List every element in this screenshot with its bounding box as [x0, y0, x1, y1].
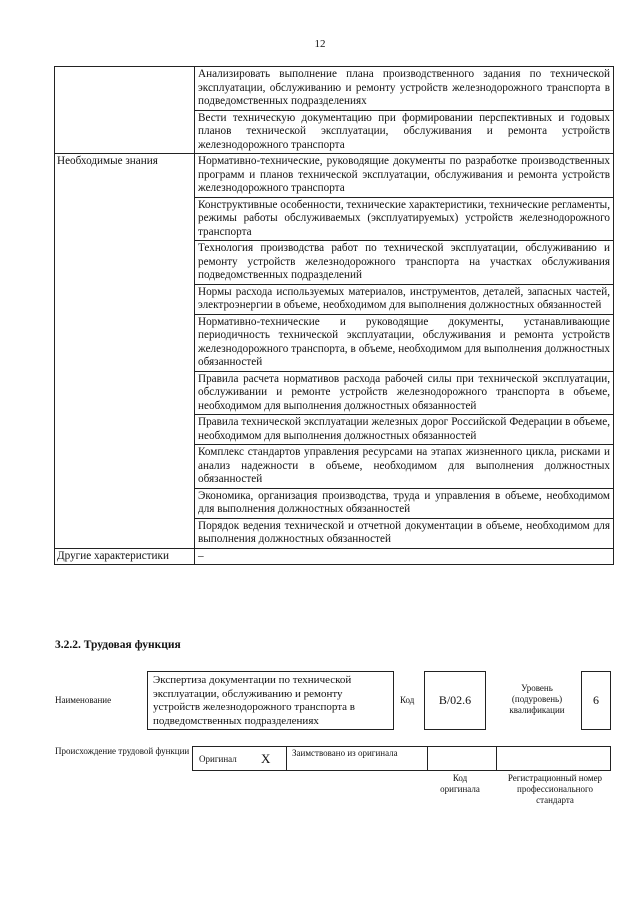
row-content-cell: Конструктивные особенности, технические характеристики, технические регламенты, режимы работы обслуживаемых (эксплуатируемых) устройств железнодорожного транспорта	[195, 197, 614, 241]
row-content-cell: Технология производства работ по технической эксплуатации, обслуживанию и ремонту устройств железнодорожного транспорта на участках обслуживания подведомственных подразделений	[195, 241, 614, 285]
row-content-cell: Анализировать выполнение плана производственного задания по технической эксплуатации, обслуживанию и ремонту устройств железнодорожного транспорта в подведомственных подразделениях	[195, 67, 614, 111]
row-content-cell: –	[195, 548, 614, 565]
origin-label: Происхождение трудовой функции	[55, 746, 190, 756]
row-content-cell: Нормы расхода используемых материалов, инструментов, деталей, запасных частей, электроэнергии в объеме, необходимом для выполнения должностных обязанностей	[195, 284, 614, 314]
cell-divider	[286, 747, 287, 770]
row-content-cell: Экономика, организация производства, труда и управления в объеме, необходимом для выполнения должностных обязанностей	[195, 488, 614, 518]
row-content-cell: Комплекс стандартов управления ресурсами на этапах жизненного цикла, рисками и анализ надежности в объеме, необходимом для выполнения должностных обязанностей	[195, 445, 614, 489]
page-number: 12	[314, 38, 326, 50]
level-box: 6	[581, 671, 611, 730]
row-content-cell: Нормативно-технические и руководящие документы, устанавливающие периодичность технической эксплуатации, обслуживания и ремонта устройств железнодорожного транспорта, в объеме, необходимом для выполнения должностных обязанностей	[195, 314, 614, 371]
level-label: Уровень (подуровень) квалификации	[509, 683, 565, 715]
code-original-caption: Код оригинала	[440, 773, 480, 794]
reg-number-caption: Регистрационный номер профессионального стандарта	[507, 773, 603, 805]
row-content-cell: Вести техническую документацию при формировании перспективных и годовых планов технической эксплуатации, обслуживания и ремонта устройств железнодорожного транспорта	[195, 110, 614, 154]
row-content-cell: Нормативно-технические, руководящие документы по разработке производственных программ и планов технической эксплуатации, обслуживания и ремонта устройств железнодорожного транспорта	[195, 154, 614, 198]
row-label-cell: Другие характеристики	[55, 548, 195, 565]
table-row	[55, 67, 614, 111]
code-label: Код	[400, 695, 415, 705]
row-content-cell: Правила технической эксплуатации железных дорог Российской Федерации в объеме, необходимом для выполнения должностных обязанностей	[195, 415, 614, 445]
cell-divider	[427, 747, 428, 770]
row-label-cell	[55, 67, 195, 154]
row-content-cell: Правила расчета нормативов расхода рабочей силы при технической эксплуатации, обслуживании и ремонте устройств железнодорожного транспорта в объеме, необходимом для выполнения должностных обязанностей	[195, 371, 614, 415]
name-label: Наименование	[55, 695, 112, 705]
original-label: Оригинал	[199, 754, 237, 764]
table-row	[55, 154, 614, 198]
cell-divider	[496, 747, 497, 770]
function-name-box: Экспертиза документации по технической эксплуатации, обслуживанию и ремонту устройств железнодорожного транспорта в подведомственных подразделениях	[147, 671, 394, 730]
table-row	[55, 548, 614, 565]
row-content-cell: Порядок ведения технической и отчетной документации в объеме, необходимом для выполнения должностных обязанностей	[195, 518, 614, 548]
row-label-cell: Необходимые знания	[55, 154, 195, 549]
section-heading: 3.2.2. Трудовая функция	[55, 639, 181, 651]
borrowed-label: Заимствовано из оригинала	[292, 748, 398, 758]
code-box: B/02.6	[424, 671, 486, 730]
original-mark: X	[261, 751, 271, 766]
origin-row	[192, 746, 611, 771]
knowledge-table	[54, 66, 614, 565]
